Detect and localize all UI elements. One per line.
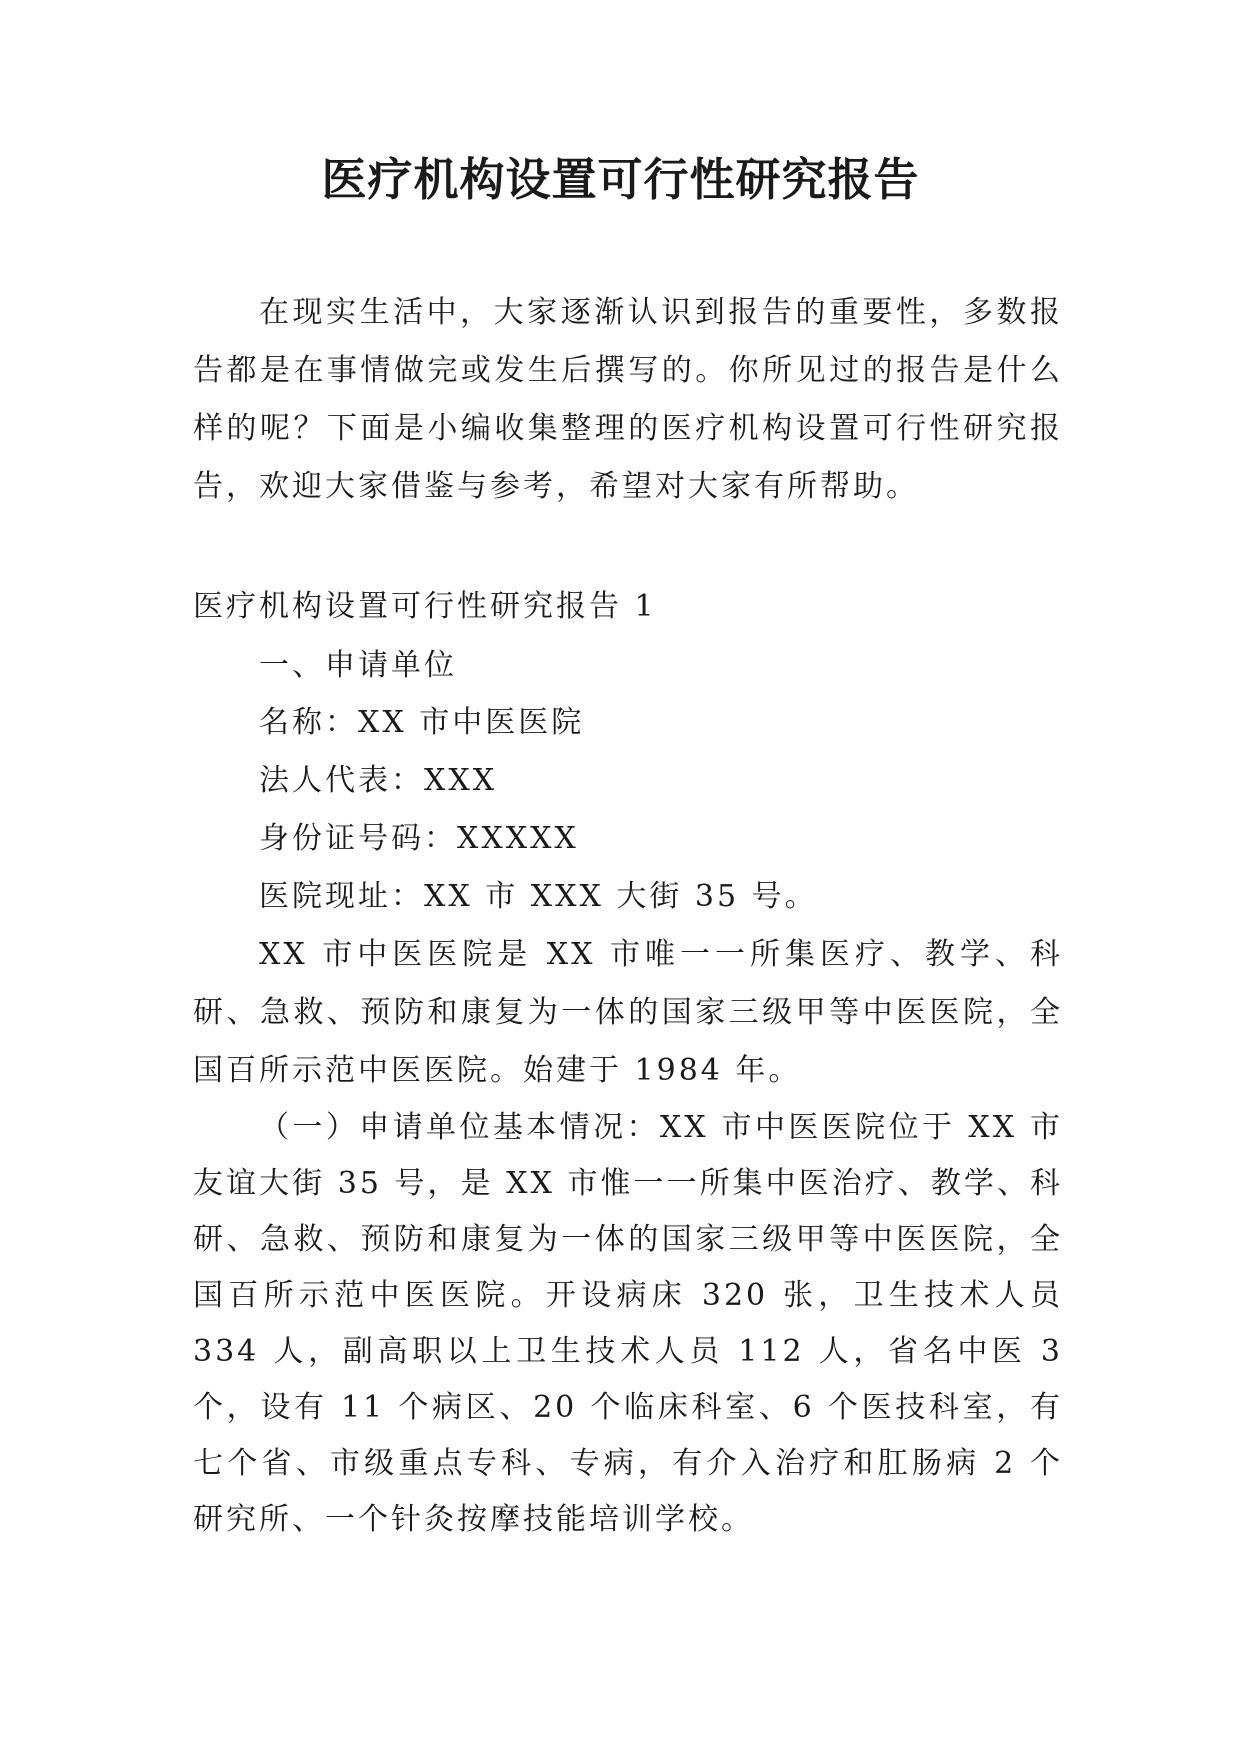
intro-paragraph: 在现实生活中，大家逐渐认识到报告的重要性，多数报告都是在事情做完或发生后撰写的。你所见过的报告是什么样的呢？下面是小编收集整理的医疗机构设置可行性研究报告，欢迎大家借鉴与参考，希望对大家有所帮助。 (193, 295, 1063, 504)
applicant-heading: 一、申请单位 (259, 648, 457, 683)
section-title: 医疗机构设置可行性研究报告 1 (193, 589, 657, 624)
id-number-line: 身份证号码：XXXXX (259, 821, 579, 856)
basic-info-paragraph: （一）申请单位基本情况：XX 市中医医院位于 XX 市友谊大街 35 号，是 XX 市惟一一所集中医治疗、教学、科研、急救、预防和康复为一体的国家三级甲等中医医院，全国百所示范中医医院。开设病床 320 张，卫生技术人员 334 人，副高职以上卫生技术人员 112 人，省名中医 3 个，设有 11 个病区、20 个临床科室、6 个医技科室，有七个省、市级重点专科、专病，有介入治疗和肛肠病 2 个研究所、一个针灸按摩技能培训学校。 (193, 1110, 1063, 1537)
document-title: 医疗机构设置可行性研究报告 (321, 153, 920, 206)
address-line: 医院现址：XX 市 XXX 大街 35 号。 (259, 879, 818, 914)
name-line: 名称：XX 市中医医院 (259, 705, 585, 740)
hospital-description: XX 市中医医院是 XX 市唯一一所集医疗、教学、科研、急救、预防和康复为一体的国家三级甲等中医医院，全国百所示范中医医院。始建于 1984 年。 (193, 937, 1063, 1088)
legal-rep-line: 法人代表：XXX (259, 763, 498, 798)
